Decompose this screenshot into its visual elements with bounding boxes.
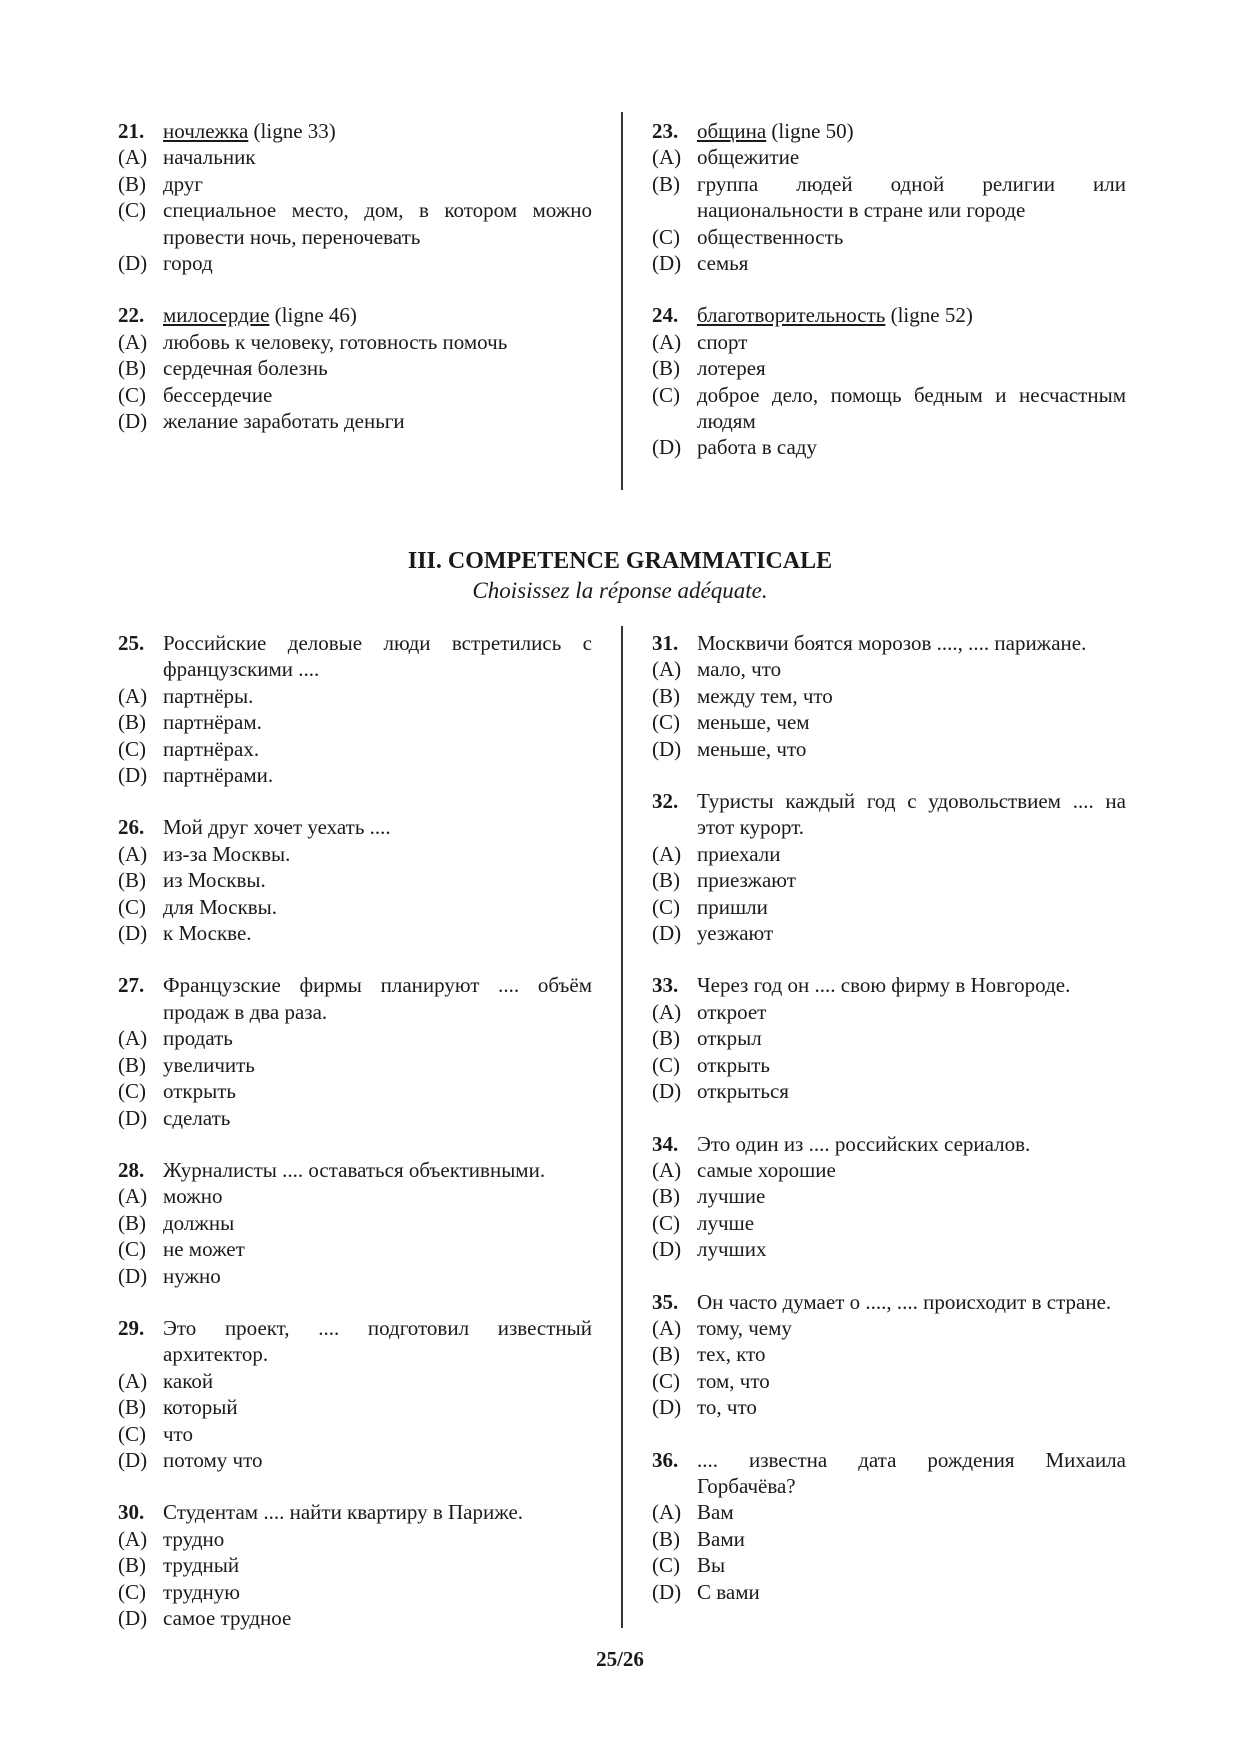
answer-option[interactable] xyxy=(118,1447,592,1473)
option-label: (C) xyxy=(652,1553,680,1578)
question-number: 31. xyxy=(652,631,679,655)
answer-option[interactable] xyxy=(118,382,592,408)
option-label: (D) xyxy=(118,1263,148,1288)
option-label: (A) xyxy=(652,329,682,354)
question-number: 28. xyxy=(118,1157,145,1182)
question-text: Это проект, .... подготовил известный архитектор. xyxy=(163,1315,592,1367)
option-text: открыться xyxy=(697,1079,789,1104)
answer-option[interactable] xyxy=(118,736,592,762)
target-word: ночлежка xyxy=(163,119,249,143)
option-label: (A) xyxy=(652,1500,682,1525)
answer-option[interactable] xyxy=(118,1394,592,1420)
option-text: мало, что xyxy=(697,657,782,682)
option-text: который xyxy=(163,1395,238,1420)
question-text: Это один из .... российских сериалов. xyxy=(697,1131,1031,1156)
option-text: можно xyxy=(163,1184,223,1209)
line-reference: (ligne 33) xyxy=(248,119,336,143)
option-text: сделать xyxy=(163,1105,231,1130)
vocab-left-column xyxy=(118,118,592,434)
option-text: город xyxy=(163,251,213,276)
answer-option[interactable] xyxy=(652,1315,1126,1341)
option-text: том, что xyxy=(697,1368,770,1393)
option-text: между тем, что xyxy=(697,683,833,708)
answer-option[interactable] xyxy=(118,683,592,709)
question-stem xyxy=(652,302,1126,328)
question-spacer xyxy=(118,946,592,972)
answer-option[interactable] xyxy=(118,171,592,197)
question-stem xyxy=(118,1157,592,1183)
grammar-right-column xyxy=(652,630,1126,1605)
line-reference: (ligne 50) xyxy=(766,119,854,143)
question-number: 27. xyxy=(118,973,145,998)
option-label: (D) xyxy=(652,1579,682,1604)
option-label: (B) xyxy=(118,1210,146,1235)
question-spacer xyxy=(118,788,592,814)
grammar-question xyxy=(652,972,1126,1104)
option-label: (B) xyxy=(118,1395,146,1420)
option-text: С вами xyxy=(697,1579,760,1604)
option-label: (A) xyxy=(118,1526,148,1551)
question-number: 34. xyxy=(652,1131,679,1156)
grammar-question xyxy=(652,1131,1126,1263)
option-text: специальное место, дом, в котором можно провести ночь, переночевать xyxy=(163,198,592,249)
answer-option[interactable] xyxy=(652,144,1126,170)
question-spacer xyxy=(118,1131,592,1157)
question-number: 24. xyxy=(652,303,679,328)
answer-option[interactable] xyxy=(652,224,1126,250)
answer-option[interactable] xyxy=(118,1078,592,1104)
option-text: Вам xyxy=(697,1500,734,1525)
answer-option[interactable] xyxy=(118,250,592,276)
option-label: (B) xyxy=(652,171,680,196)
grammar-question xyxy=(118,814,592,946)
option-label: (B) xyxy=(652,683,680,708)
section-title: III. COMPETENCE GRAMMATICALE xyxy=(407,548,833,574)
option-label: (C) xyxy=(652,1368,680,1393)
option-text: что xyxy=(163,1421,193,1446)
question-spacer xyxy=(652,762,1126,788)
grammar-question xyxy=(118,972,592,1130)
option-label: (C) xyxy=(118,1237,146,1262)
answer-option[interactable] xyxy=(652,171,1126,224)
answer-option[interactable] xyxy=(652,1157,1126,1183)
target-word: община xyxy=(697,119,767,143)
question-stem xyxy=(652,788,1126,841)
option-label: (D) xyxy=(652,251,682,276)
option-text: к Москве. xyxy=(163,921,252,946)
answer-option[interactable] xyxy=(652,382,1126,435)
option-label: (C) xyxy=(118,198,146,223)
answer-option[interactable] xyxy=(118,1236,592,1262)
option-label: (C) xyxy=(118,1079,146,1104)
question-number: 36. xyxy=(652,1447,679,1472)
question-text xyxy=(697,302,1126,328)
option-text: работа в саду xyxy=(697,435,817,460)
option-text: партнёры. xyxy=(163,683,254,708)
option-text: лотерея xyxy=(697,356,766,381)
option-text: приезжают xyxy=(697,868,796,893)
answer-option[interactable] xyxy=(118,1526,592,1552)
question-text: Журналисты .... оставаться объективными. xyxy=(163,1157,546,1182)
question-spacer xyxy=(652,1105,1126,1131)
option-label: (D) xyxy=(118,1105,148,1130)
option-text: самое трудное xyxy=(163,1606,292,1630)
option-text: общественность xyxy=(697,224,844,249)
grammar-left-column xyxy=(118,630,592,1631)
option-label: (B) xyxy=(652,356,680,381)
answer-option[interactable] xyxy=(652,1552,1126,1578)
question-stem xyxy=(118,630,592,683)
answer-option[interactable] xyxy=(652,355,1126,381)
option-text: потому что xyxy=(163,1447,263,1472)
option-text: желание заработать деньги xyxy=(163,409,405,434)
question-spacer xyxy=(118,276,592,302)
answer-option[interactable] xyxy=(652,1078,1126,1104)
option-text: то, что xyxy=(697,1395,757,1420)
option-text: лучших xyxy=(697,1237,767,1262)
answer-option[interactable] xyxy=(652,867,1126,893)
option-text: сердечная болезнь xyxy=(163,356,328,381)
option-label: (B) xyxy=(118,1052,146,1077)
answer-option[interactable] xyxy=(118,762,592,788)
answer-option[interactable] xyxy=(118,1579,592,1605)
answer-option[interactable] xyxy=(652,1394,1126,1420)
option-label: (B) xyxy=(118,710,146,735)
answer-option[interactable] xyxy=(118,1025,592,1051)
answer-option[interactable] xyxy=(118,1605,592,1631)
option-label: (D) xyxy=(652,435,682,460)
answer-option[interactable] xyxy=(652,329,1126,355)
option-text: партнёрам. xyxy=(163,710,262,735)
option-label: (B) xyxy=(118,1553,146,1578)
answer-option[interactable] xyxy=(652,894,1126,920)
option-text: продать xyxy=(163,1026,233,1051)
option-label: (D) xyxy=(118,921,148,946)
option-text: трудный xyxy=(163,1553,240,1578)
question-stem xyxy=(118,972,592,1025)
question-stem xyxy=(118,118,592,144)
option-text: для Москвы. xyxy=(163,894,278,919)
answer-option[interactable] xyxy=(118,841,592,867)
option-text: уезжают xyxy=(697,921,774,946)
grammar-question xyxy=(118,1157,592,1289)
answer-option[interactable] xyxy=(652,709,1126,735)
option-text: увеличить xyxy=(163,1052,255,1077)
grammar-question xyxy=(118,1315,592,1473)
option-label: (A) xyxy=(118,329,148,354)
option-label: (D) xyxy=(118,1606,148,1630)
option-label: (B) xyxy=(652,1526,680,1551)
question-spacer xyxy=(118,1473,592,1499)
option-label: (B) xyxy=(118,868,146,893)
grammar-question xyxy=(652,630,1126,762)
option-label: (C) xyxy=(118,1421,146,1446)
option-label: (D) xyxy=(118,409,148,434)
option-text: не может xyxy=(163,1237,245,1262)
option-text: начальник xyxy=(163,145,256,170)
answer-option[interactable] xyxy=(652,920,1126,946)
answer-option[interactable] xyxy=(118,1052,592,1078)
option-label: (C) xyxy=(652,710,680,735)
option-text: открыть xyxy=(163,1079,236,1104)
answer-option[interactable] xyxy=(118,894,592,920)
grammar-question xyxy=(652,1447,1126,1605)
answer-option[interactable] xyxy=(118,1263,592,1289)
question-text: Российские деловые люди встретились с французскими .... xyxy=(163,631,592,682)
answer-option[interactable] xyxy=(652,736,1126,762)
option-label: (D) xyxy=(118,763,148,788)
answer-option[interactable] xyxy=(118,408,592,434)
question-spacer xyxy=(652,1263,1126,1289)
question-spacer xyxy=(118,1289,592,1315)
answer-option[interactable] xyxy=(652,1236,1126,1262)
answer-option[interactable] xyxy=(652,1052,1126,1078)
question-number: 22. xyxy=(118,303,145,328)
answer-option[interactable] xyxy=(652,1579,1126,1605)
option-text: Вы xyxy=(697,1553,726,1578)
answer-option[interactable] xyxy=(652,1210,1126,1236)
option-label: (A) xyxy=(118,841,148,866)
option-label: (C) xyxy=(652,894,680,919)
question-number: 29. xyxy=(118,1315,145,1340)
option-label: (A) xyxy=(118,683,148,708)
option-label: (D) xyxy=(652,736,682,761)
question-stem xyxy=(652,1289,1126,1315)
option-text: друг xyxy=(163,171,204,196)
answer-option[interactable] xyxy=(118,1183,592,1209)
answer-option[interactable] xyxy=(652,1499,1126,1525)
answer-option[interactable] xyxy=(118,709,592,735)
question-text: Он часто думает о ...., .... происходит в стране. xyxy=(697,1289,1112,1314)
question-stem xyxy=(652,118,1126,144)
question-text xyxy=(697,118,1126,144)
target-word: милосердие xyxy=(163,303,270,328)
option-text: меньше, чем xyxy=(697,710,810,735)
option-label: (D) xyxy=(652,921,682,946)
question-number: 23. xyxy=(652,119,679,143)
option-label: (A) xyxy=(118,1368,148,1393)
answer-option[interactable] xyxy=(118,1105,592,1131)
answer-option[interactable] xyxy=(118,1368,592,1394)
option-label: (C) xyxy=(118,894,146,919)
question-stem xyxy=(652,972,1126,998)
option-label: (D) xyxy=(652,1237,682,1262)
option-label: (B) xyxy=(118,356,146,381)
option-text: доброе дело, помощь бедным и несчастным людям xyxy=(697,382,1126,434)
option-label: (A) xyxy=(652,1315,682,1340)
option-label: (A) xyxy=(118,1184,148,1209)
answer-option[interactable] xyxy=(118,867,592,893)
option-label: (A) xyxy=(652,145,682,170)
answer-option[interactable] xyxy=(652,656,1126,682)
option-text: меньше, что xyxy=(697,736,807,761)
option-text: трудно xyxy=(163,1526,225,1551)
option-text: спорт xyxy=(697,329,748,354)
option-text: пришли xyxy=(697,894,768,919)
question-text: Французские фирмы планируют .... объём продаж в два раза. xyxy=(163,973,592,1024)
question-text xyxy=(163,118,592,144)
option-text: открыть xyxy=(697,1052,770,1077)
answer-option[interactable] xyxy=(652,250,1126,276)
option-text: из-за Москвы. xyxy=(163,841,291,866)
question-number: 30. xyxy=(118,1500,145,1525)
question-text: .... известна дата рождения Михаила Горбачёва? xyxy=(697,1447,1126,1498)
answer-option[interactable] xyxy=(652,1183,1126,1209)
grammar-question xyxy=(118,1499,592,1631)
option-label: (D) xyxy=(652,1395,682,1420)
grammar-question xyxy=(652,788,1126,946)
question-stem xyxy=(652,1131,1126,1157)
question-spacer xyxy=(652,1421,1126,1447)
vocab-question xyxy=(118,118,592,276)
option-text: какой xyxy=(163,1368,214,1393)
option-text: нужно xyxy=(163,1263,221,1288)
grammar-question xyxy=(652,1289,1126,1421)
answer-option[interactable] xyxy=(118,1210,592,1236)
vocab-right-column xyxy=(652,118,1126,461)
option-text: любовь к человеку, готовность помочь xyxy=(163,329,508,354)
question-text: Москвичи боятся морозов ...., .... парижане. xyxy=(697,631,1087,655)
bottom-column-divider xyxy=(621,626,623,1628)
page-number: 25/26 xyxy=(596,1647,644,1671)
target-word: благотворительность xyxy=(697,303,886,328)
question-spacer xyxy=(652,946,1126,972)
answer-option[interactable] xyxy=(652,1025,1126,1051)
option-label: (C) xyxy=(118,1579,146,1604)
option-text: трудную xyxy=(163,1579,240,1604)
option-text: из Москвы. xyxy=(163,868,266,893)
vocab-question xyxy=(652,302,1126,460)
answer-option[interactable] xyxy=(118,920,592,946)
option-text: общежитие xyxy=(697,145,800,170)
option-text: партнёрами. xyxy=(163,763,274,788)
option-label: (C) xyxy=(652,224,680,249)
question-number: 35. xyxy=(652,1289,679,1314)
line-reference: (ligne 52) xyxy=(885,303,973,328)
option-label: (B) xyxy=(118,171,146,196)
question-stem xyxy=(652,630,1126,656)
top-column-divider xyxy=(621,112,623,490)
question-number: 21. xyxy=(118,119,145,143)
option-label: (D) xyxy=(118,251,148,276)
option-text: приехали xyxy=(697,841,781,866)
answer-option[interactable] xyxy=(118,144,592,170)
option-text: Вами xyxy=(697,1526,745,1551)
question-stem xyxy=(652,1447,1126,1500)
question-text xyxy=(163,302,592,328)
option-label: (D) xyxy=(652,1079,682,1104)
option-text: семья xyxy=(697,251,749,276)
option-label: (C) xyxy=(652,1052,680,1077)
vocab-question xyxy=(652,118,1126,276)
question-number: 25. xyxy=(118,631,145,655)
answer-option[interactable] xyxy=(652,1526,1126,1552)
question-stem xyxy=(118,1315,592,1368)
option-text: откроет xyxy=(697,999,767,1024)
section-subtitle: Choisissez la réponse adéquate. xyxy=(472,578,768,603)
option-label: (C) xyxy=(652,382,680,407)
answer-option[interactable] xyxy=(118,329,592,355)
grammar-question xyxy=(118,630,592,788)
question-stem xyxy=(118,814,592,840)
option-label: (A) xyxy=(652,657,682,682)
option-label: (A) xyxy=(118,1026,148,1051)
answer-option[interactable] xyxy=(652,841,1126,867)
option-label: (B) xyxy=(652,868,680,893)
answer-option[interactable] xyxy=(652,1341,1126,1367)
question-text: Через год он .... свою фирму в Новгороде. xyxy=(697,973,1071,998)
option-text: самые хорошие xyxy=(697,1157,836,1182)
question-stem xyxy=(118,1499,592,1525)
option-label: (D) xyxy=(118,1447,148,1472)
option-label: (B) xyxy=(652,1184,680,1209)
answer-option[interactable] xyxy=(118,1421,592,1447)
question-number: 33. xyxy=(652,973,679,998)
option-label: (B) xyxy=(652,1342,680,1367)
answer-option[interactable] xyxy=(118,1552,592,1578)
answer-option[interactable] xyxy=(652,434,1126,460)
answer-option[interactable] xyxy=(652,683,1126,709)
question-text: Туристы каждый год с удовольствием .... на этот курорт. xyxy=(697,789,1126,840)
question-stem xyxy=(118,302,592,328)
question-number: 32. xyxy=(652,789,679,814)
option-label: (C) xyxy=(118,382,146,407)
option-text: лучше xyxy=(697,1210,755,1235)
answer-option[interactable] xyxy=(652,1368,1126,1394)
option-label: (A) xyxy=(652,841,682,866)
option-label: (A) xyxy=(652,1157,682,1182)
option-text: лучшие xyxy=(697,1184,766,1209)
option-label: (C) xyxy=(652,1210,680,1235)
option-text: должны xyxy=(163,1210,235,1235)
option-label: (A) xyxy=(652,999,682,1024)
option-text: партнёрах. xyxy=(163,736,260,761)
question-text: Мой друг хочет уехать .... xyxy=(163,815,391,840)
option-text: тому, чему xyxy=(697,1315,792,1340)
option-text: бессердечие xyxy=(163,382,273,407)
question-spacer xyxy=(652,276,1126,302)
option-text: тех, кто xyxy=(697,1342,766,1367)
answer-option[interactable] xyxy=(652,999,1126,1025)
question-text: Студентам .... найти квартиру в Париже. xyxy=(163,1500,524,1525)
option-label: (A) xyxy=(118,145,148,170)
question-number: 26. xyxy=(118,815,145,840)
option-text: группа людей одной религии или национальности в стране или городе xyxy=(697,171,1126,223)
option-text: открыл xyxy=(697,1026,762,1051)
option-label: (C) xyxy=(118,736,146,761)
answer-option[interactable] xyxy=(118,355,592,381)
option-label: (B) xyxy=(652,1026,680,1051)
answer-option[interactable] xyxy=(118,197,592,250)
vocab-question xyxy=(118,302,592,434)
line-reference: (ligne 46) xyxy=(269,303,357,328)
